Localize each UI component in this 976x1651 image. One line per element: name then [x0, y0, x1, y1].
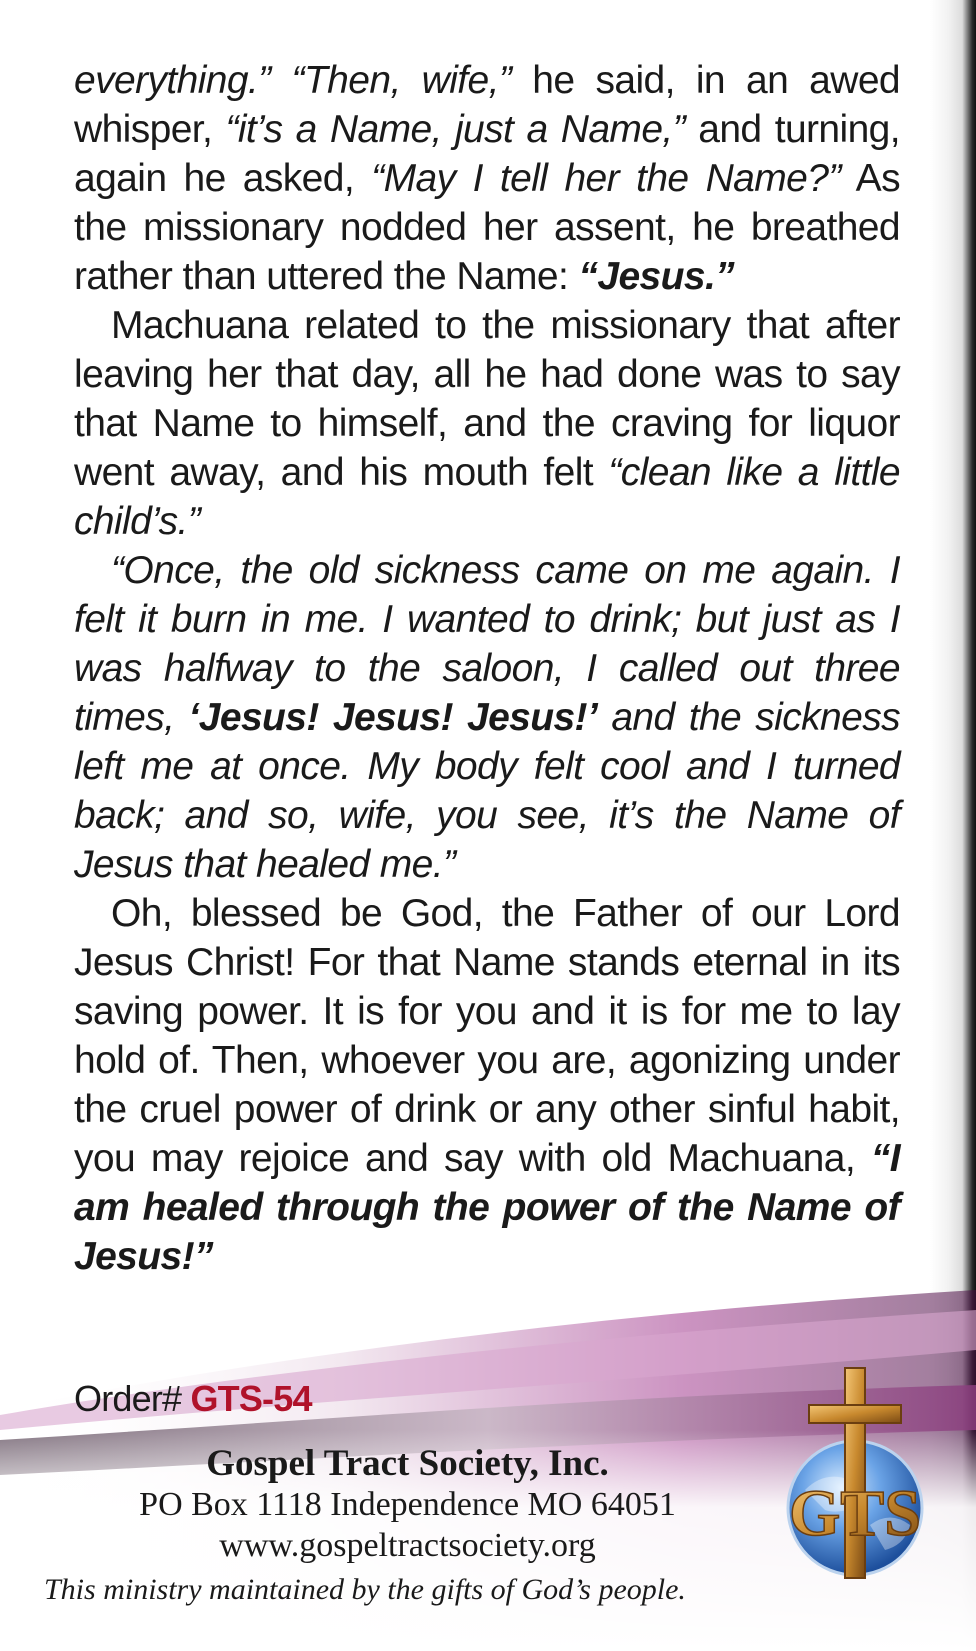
organization-website: www.gospeltractsociety.org [219, 1527, 596, 1564]
ministry-tagline: This ministry maintained by the gifts of God’s people. [44, 1573, 686, 1606]
tract-body [74, 56, 900, 1281]
paragraph-1: everything.” “Then, wife,” he said, in an awed whisper, “it’s a Name, just a Name,” and turning, again he asked, “May I tell her the Name?” As the missionary nodded her assent, he breathed rather than uttered the Name: “Jesus.” [74, 59, 901, 298]
organization-address: PO Box 1118 Independence MO 64051 [139, 1486, 676, 1523]
gts-cross-globe-logo [775, 1360, 935, 1585]
logo-monogram: GTS [788, 1477, 922, 1550]
paragraph-4: Oh, blessed be God, the Father of our Lord Jesus Christ! For that Name stands eternal in its saving power. It is for you and it is for me to lay hold of. Then, whoever you are, agonizing under the cruel power of drink or any other sinful habit, you may rejoice and say with old Machuana, “I am healed through the power of the Name of Jesus!” [74, 892, 900, 1278]
order-number [74, 1378, 312, 1420]
paragraph-2: Machuana related to the missionary that after leaving her that day, all he had done was to say that Name to himself, and the craving for liquor went away, and his mouth felt “clean like a little child’s.” [74, 304, 900, 543]
organization-name: Gospel Tract Society, Inc. [206, 1443, 609, 1484]
order-label: Order# [74, 1378, 182, 1419]
order-code: GTS-54 [190, 1378, 312, 1419]
paragraph-3: “Once, the old sickness came on me again. I felt it burn in me. I wanted to drink; but just as I was halfway to the saloon, I called out three times, ‘Jesus! Jesus! Jesus!’ and the sickness left me at once. My body felt cool and I turned back; and so, wife, you see, it’s the Name of Jesus that healed me.” [74, 549, 900, 886]
